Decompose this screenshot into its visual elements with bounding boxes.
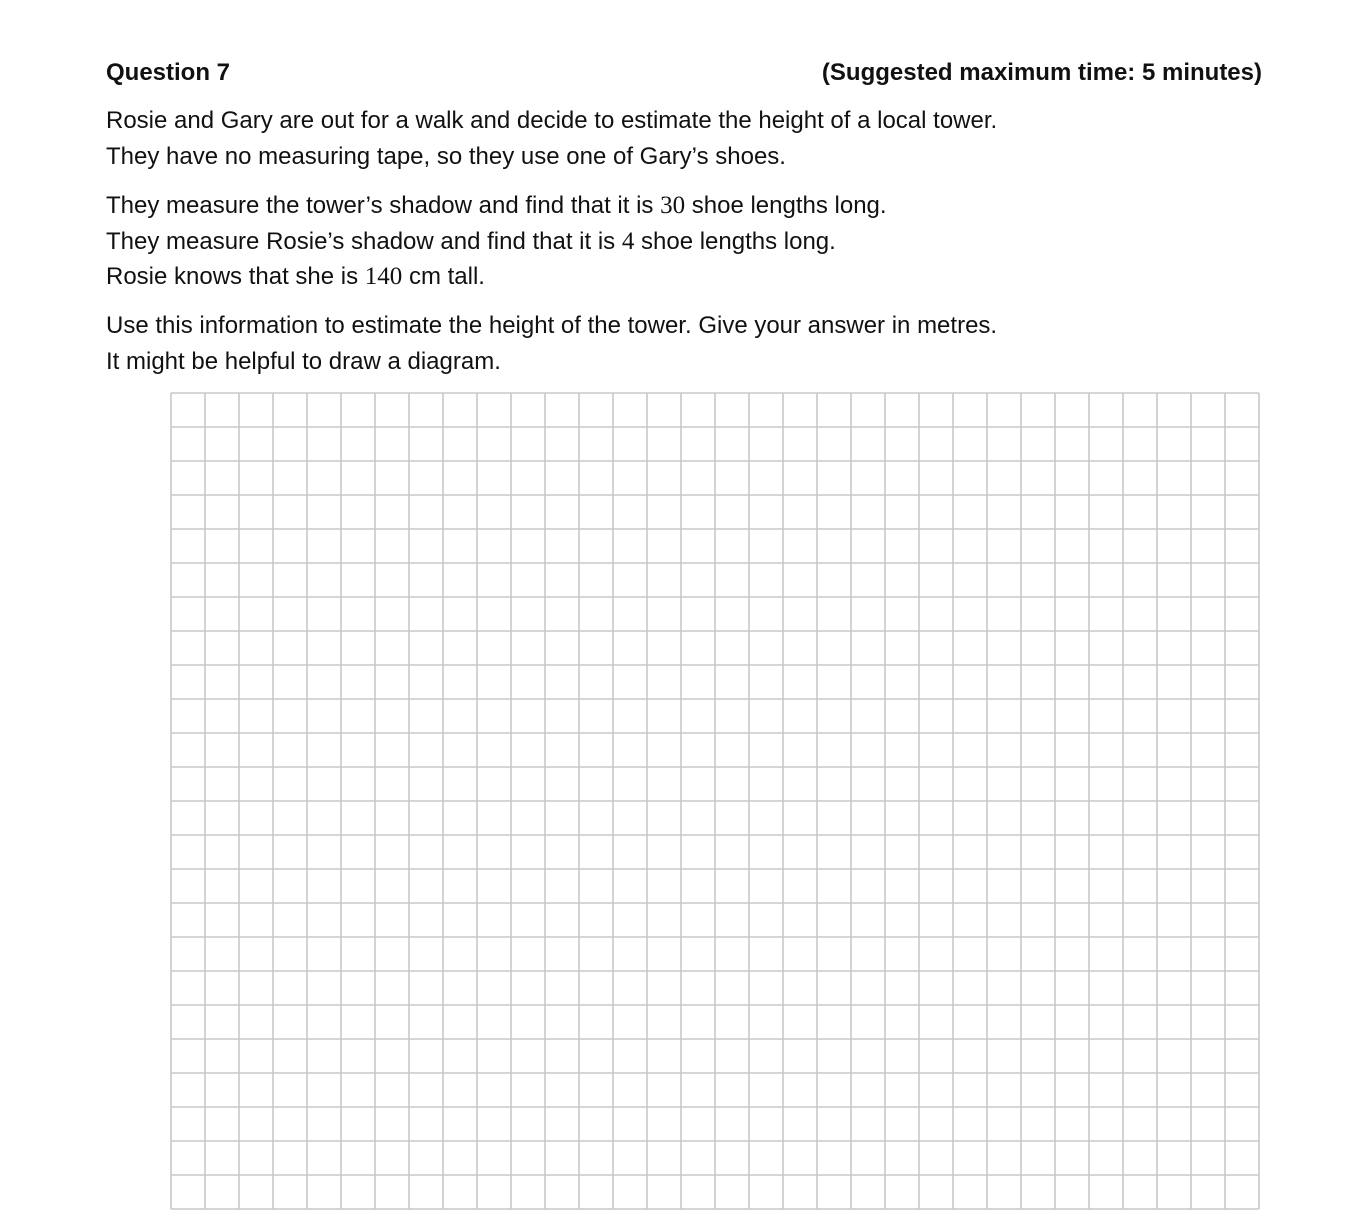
rosie-height-text-after: cm tall. [402,263,485,290]
tower-shadow-value: 30 [660,192,686,219]
intro-line-2: They have no measuring tape, so they use one of Gary’s shoes. [106,142,786,170]
rosie-height-line [106,259,887,295]
tower-shadow-line [106,188,887,224]
tower-shadow-text-before: They measure the tower’s shadow and find that it is [106,192,661,219]
rosie-shadow-line [106,224,887,260]
rosie-shadow-text-before: They measure Rosie’s shadow and find that it is [106,227,622,255]
task-paragraph [106,308,997,379]
rosie-shadow-text-after: shoe lengths long. [634,227,836,255]
intro-line-1: Rosie and Gary are out for a walk and decide to estimate the height of a local tower. [106,107,998,134]
rosie-shadow-value: 4 [621,227,635,255]
suggested-time-note: (Suggested maximum time: 5 minutes) [821,59,1262,86]
facts-paragraph [106,188,887,295]
rosie-height-value: 140 [364,263,403,290]
question-header [106,56,1262,90]
question-title: Question 7 [106,59,231,86]
tower-shadow-text-after: shoe lengths long. [685,192,887,219]
task-line-1: Use this information to estimate the height of the tower. Give your answer in metres. [106,312,998,339]
intro-paragraph [106,103,997,174]
answer-grid[interactable] [170,392,1260,1210]
rosie-height-text-before: Rosie knows that she is [106,263,365,290]
task-line-2: It might be helpful to draw a diagram. [106,347,501,375]
